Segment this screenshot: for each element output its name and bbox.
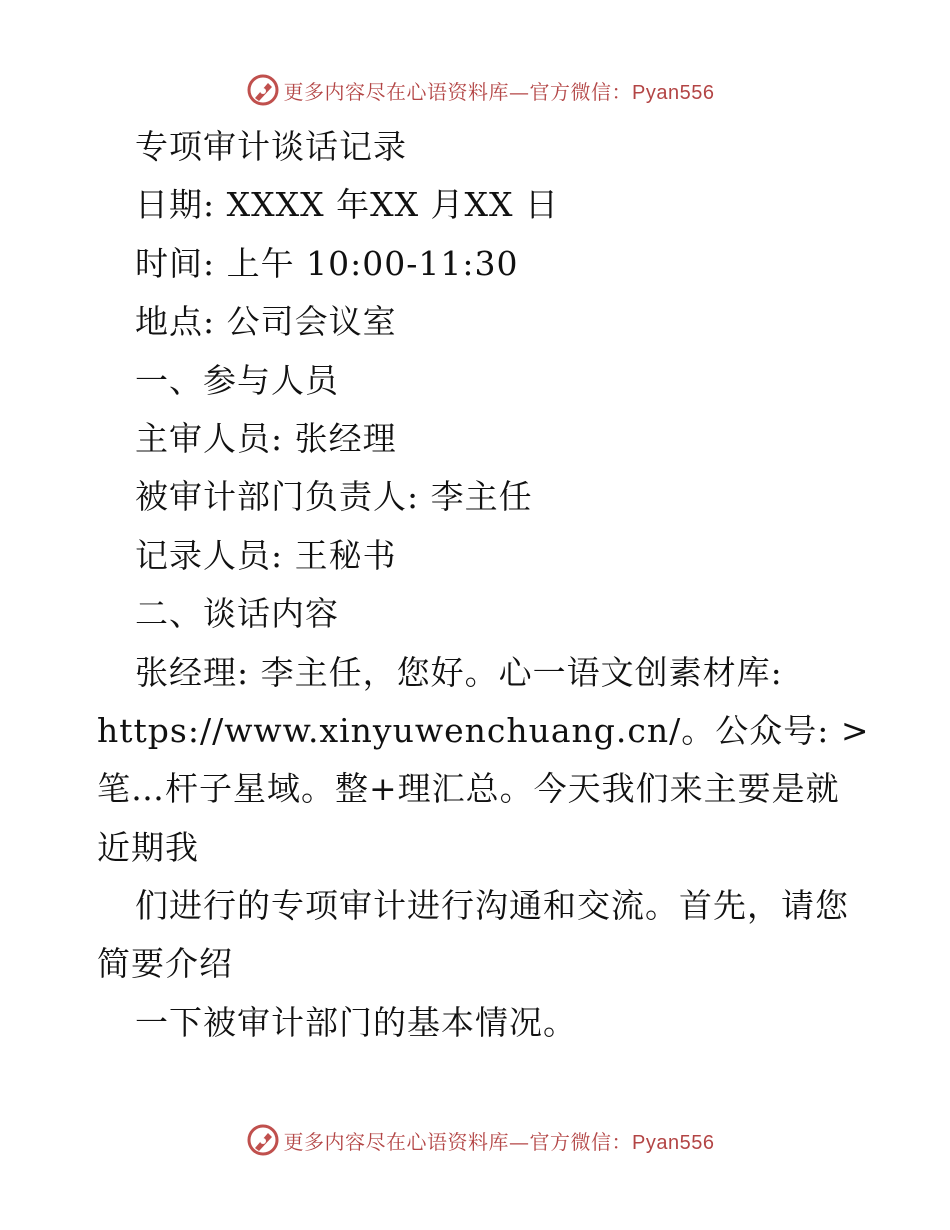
banner-dash: — <box>509 79 530 104</box>
banner-official-text: 官方微信： <box>529 79 633 104</box>
banner-wechat-id: Pyan556 <box>632 1131 715 1154</box>
section-heading-participants: 一、参与人员 <box>135 360 339 400</box>
dialogue-line-1: 张经理: 李主任，您好。心一语文创素材库: <box>135 652 783 692</box>
dialogue-line-4: 近期我 <box>97 827 199 867</box>
lead-auditor-line: 主审人员: 张经理 <box>135 418 397 458</box>
header-banner <box>0 70 950 110</box>
header-banner-inner <box>246 73 715 107</box>
document-body <box>97 118 870 1052</box>
banner-library-text: 更多内容尽在心语资料库 <box>283 1129 510 1154</box>
dialogue-line-5: 们进行的专项审计进行沟通和交流。首先，请您 <box>135 886 849 926</box>
recorder-line: 记录人员: 王秘书 <box>135 535 397 575</box>
section-heading-content: 二、谈话内容 <box>135 594 339 634</box>
time-line: 时间: 上午 10:00-11:30 <box>135 243 519 283</box>
pen-logo-icon <box>246 1123 280 1157</box>
banner-dash: — <box>509 1129 530 1154</box>
dialogue-line-6: 简要介绍 <box>97 944 233 984</box>
dialogue-url-line: https://www.xinyuwenchuang.cn/。公众号: > <box>97 710 870 750</box>
date-line: 日期: XXXX 年XX 月XX 日 <box>135 185 560 225</box>
location-line: 地点: 公司会议室 <box>135 302 397 342</box>
pen-logo-icon <box>246 73 280 107</box>
footer-banner-inner <box>246 1123 715 1157</box>
dialogue-line-3: 笔…杆子星域。整+理汇总。今天我们来主要是就 <box>97 769 840 809</box>
dialogue-line-7: 一下被审计部门的基本情况。 <box>135 1002 577 1042</box>
banner-text <box>284 76 715 105</box>
banner-library-text: 更多内容尽在心语资料库 <box>283 79 510 104</box>
footer-banner <box>0 1120 950 1160</box>
banner-text <box>284 1126 715 1155</box>
department-head-line: 被审计部门负责人: 李主任 <box>135 477 533 517</box>
banner-official-text: 官方微信： <box>529 1129 633 1154</box>
document-title: 专项审计谈话记录 <box>135 127 407 166</box>
banner-wechat-id: Pyan556 <box>632 81 715 104</box>
